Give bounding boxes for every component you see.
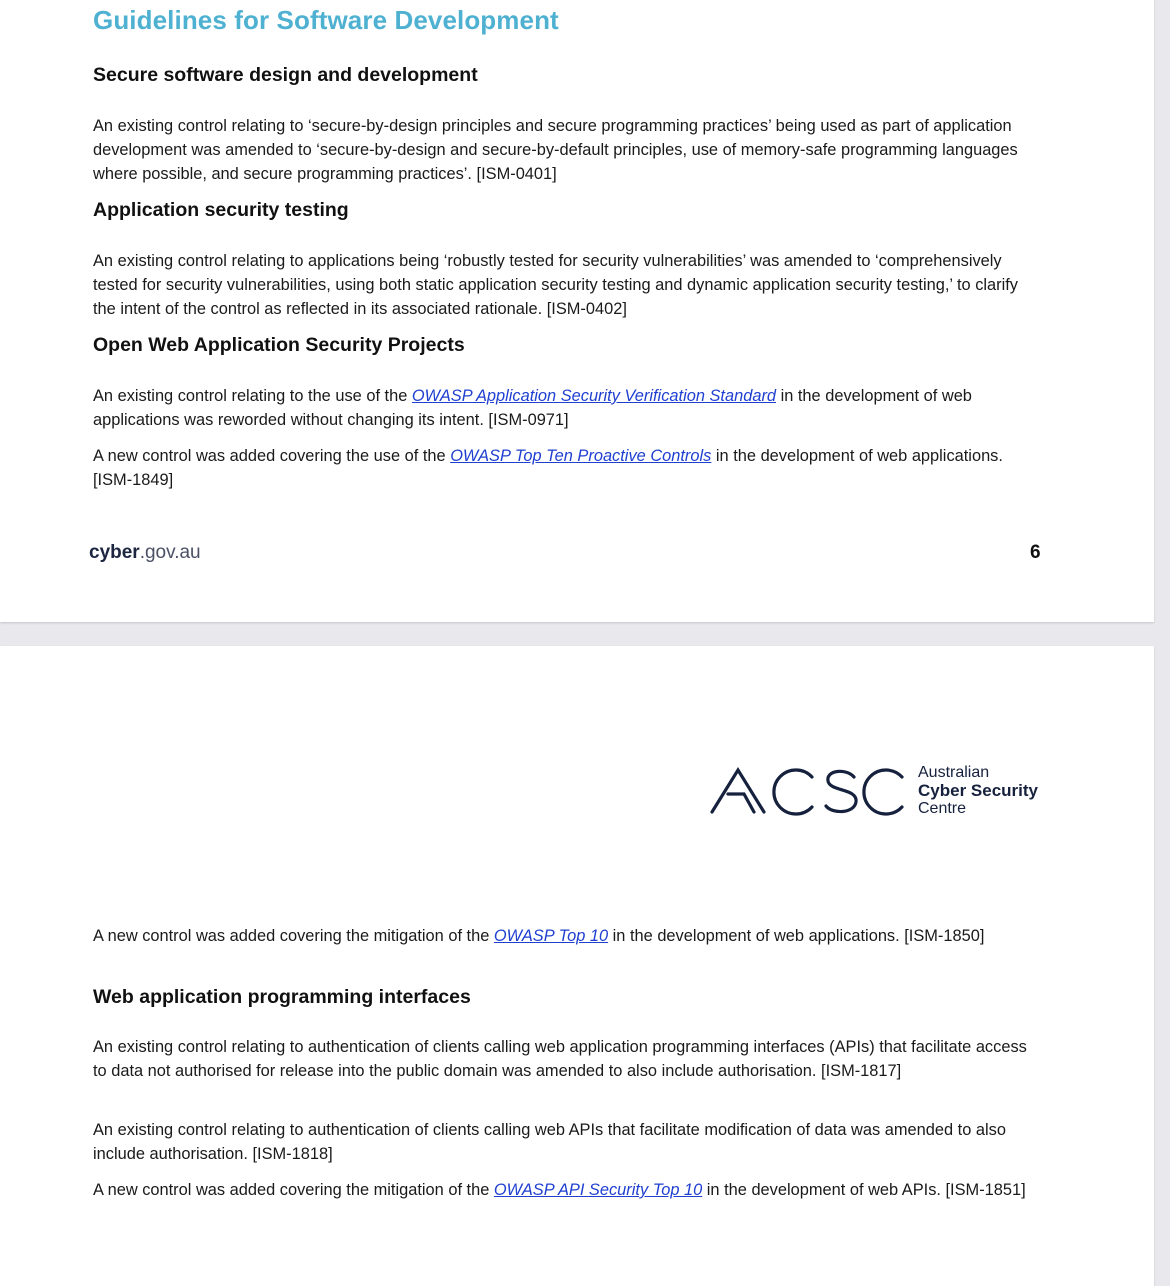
page-title: Guidelines for Software Development [93, 5, 559, 35]
paragraph-text: in the development of web applications. [ISM-1850] [608, 927, 985, 945]
acsc-logo-mark-icon [708, 764, 908, 822]
page-number: 6 [1030, 542, 1041, 563]
paragraph [93, 444, 1033, 492]
owasp-top-10-link[interactable]: OWASP Top 10 [493, 927, 609, 945]
paragraph-text: A new control was added covering the mitigation of the [93, 927, 494, 945]
paragraph: An existing control relating to authentication of clients calling web APIs that facilitate modification of data was amended to also include authorisation. [ISM-1818] [93, 1121, 1006, 1163]
paragraph [93, 1178, 1033, 1202]
footer-site-bold: cyber [89, 542, 140, 563]
paragraph: An existing control relating to authentication of clients calling web application programming interfaces (APIs) that facilitate access to data not authorised for release into the public domain was amended to also include authorisation. [ISM-1817] [93, 1038, 1027, 1080]
logo-line-1: Australian [918, 764, 990, 781]
owasp-asvs-link[interactable]: OWASP Application Security Verification Standard [411, 387, 777, 405]
owasp-api-security-top-10-link[interactable]: OWASP API Security Top 10 [493, 1181, 703, 1199]
paragraph-text: A new control was added covering the use of the [93, 447, 451, 465]
owasp-top-ten-proactive-controls-link[interactable]: OWASP Top Ten Proactive Controls [450, 447, 712, 465]
paragraph [93, 924, 1033, 948]
acsc-logo [708, 764, 1048, 822]
paragraph-text: A new control was added covering the mitigation of the [93, 1181, 494, 1199]
paragraph-text: in the development of web applications was reworded without changing its intent. [ISM-0971] [93, 387, 972, 429]
footer-site [89, 542, 201, 564]
section-heading: Secure software design and development [93, 64, 478, 86]
paragraph-text: in the development of web APIs. [ISM-1851] [702, 1181, 1026, 1199]
section-heading: Application security testing [93, 199, 349, 221]
paragraph: An existing control relating to ‘secure-by-design principles and secure programming practices’ being used as part of application development was amended to ‘secure-by-design and secure-by-default principles, use of memory-safe programming languages where possible, and secure programming practices’. [ISM-0401] [93, 117, 1018, 183]
logo-line-3: Centre [918, 800, 967, 817]
paragraph: An existing control relating to applications being ‘robustly tested for security vulnerabilities’ was amended to ‘comprehensively tested for security vulnerabilities, using both static application security testing and dynamic application security testing,’ to clarify the intent of the control as reflected in its associated rationale. [ISM-0402] [93, 252, 1019, 318]
paragraph-text: An existing control relating to the use of the [93, 387, 412, 405]
paragraph [93, 384, 1033, 432]
footer-site-domain: .gov.au [139, 542, 201, 563]
acsc-logo-text [918, 764, 1038, 818]
paragraph-text: in the development of web applications. [ISM-1849] [93, 447, 1003, 489]
section-heading: Open Web Application Security Projects [93, 334, 465, 356]
document-page-7 [0, 646, 1154, 1286]
document-page-6 [0, 0, 1154, 622]
section-heading: Web application programming interfaces [93, 986, 471, 1008]
logo-line-2: Cyber Security [918, 781, 1038, 800]
